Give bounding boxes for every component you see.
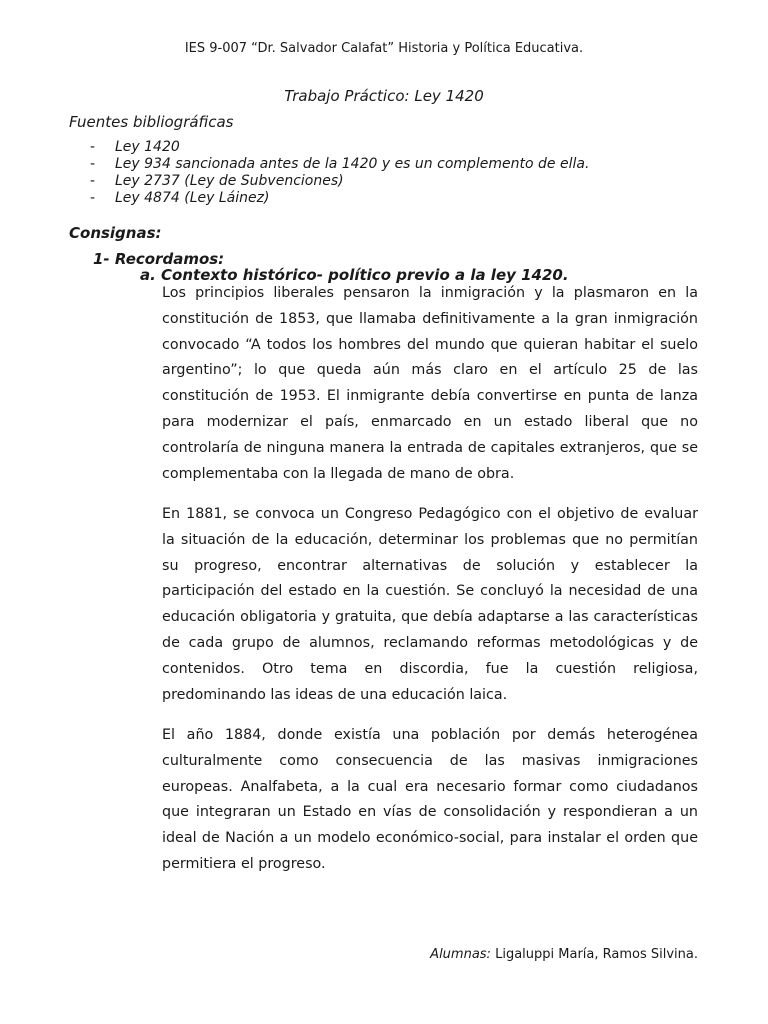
task-item-heading: 1- Recordamos:: [93, 250, 225, 268]
source-item-text: Ley 1420: [115, 139, 180, 155]
body-paragraph: En 1881, se convoca un Congreso Pedagógico con el objetivo de evaluar la situación de la educación, determinar los problemas que no permitían su progreso, encontrar alternativas de solución y establecer la participación del estado en la cuestión. Se concluyó la necesidad de una educación obligatoria y gratuita, que debía adaptarse a las características de cada grupo de alumnos, reclamando reformas metodológicas y de contenidos. Otro tema en discordia, fue la cuestión religiosa, predominando las ideas de una educación laica.: [162, 506, 698, 703]
consignas-heading: Consignas:: [69, 224, 162, 242]
authors-names: Ligaluppi María, Ramos Silvina.: [495, 947, 698, 962]
source-item-text: Ley 4874 (Ley Láinez): [115, 190, 270, 206]
body-paragraph: El año 1884, donde existía una población por demás heterogénea culturalmente como consecuencia de las masivas inmigraciones europeas. Analfabeta, a la cual era necesario formar como ciudadanos que integraran un Estado en vías de consolidación y respondieran a un ideal de Nación a un modelo económico-social, para instalar el orden que permitiera el progreso.: [162, 727, 698, 872]
list-item: [90, 190, 589, 207]
list-item: [90, 139, 589, 156]
list-item: [90, 173, 589, 190]
sources-heading: Fuentes bibliográficas: [69, 113, 234, 131]
document-title: Trabajo Práctico: Ley 1420: [284, 87, 484, 105]
document-header: IES 9-007 “Dr. Salvador Calafat” Historia y Política Educativa.: [184, 41, 584, 56]
list-bullet: -: [90, 139, 96, 155]
sources-list: [90, 139, 589, 207]
source-item-text: Ley 2737 (Ley de Subvenciones): [115, 173, 344, 189]
source-item-text: Ley 934 sancionada antes de la 1420 y es un complemento de ella.: [115, 156, 590, 172]
list-bullet: -: [90, 156, 96, 172]
list-item: [90, 156, 589, 173]
task-subitem-heading: a. Contexto histórico- político previo a la ley 1420.: [140, 266, 569, 284]
authors-footer: [430, 947, 698, 962]
body-paragraph: Los principios liberales pensaron la inmigración y la plasmaron en la constitución de 1853, que llamaba definitivamente a la gran inmigración convocado “A todos los hombres del mundo que quieran habitar el suelo argentino”; lo que queda aún más claro en el artículo 25 de las constitución de 1953. El inmigrante debía convertirse en punta de lanza para modernizar el país, enmarcado en un estado liberal que no controlaría de ninguna manera la entrada de capitales extranjeros, que se complementaba con la llegada de mano de obra.: [162, 285, 698, 482]
list-bullet: -: [90, 190, 96, 206]
authors-label: Alumnas:: [430, 947, 491, 962]
list-bullet: -: [90, 173, 96, 189]
